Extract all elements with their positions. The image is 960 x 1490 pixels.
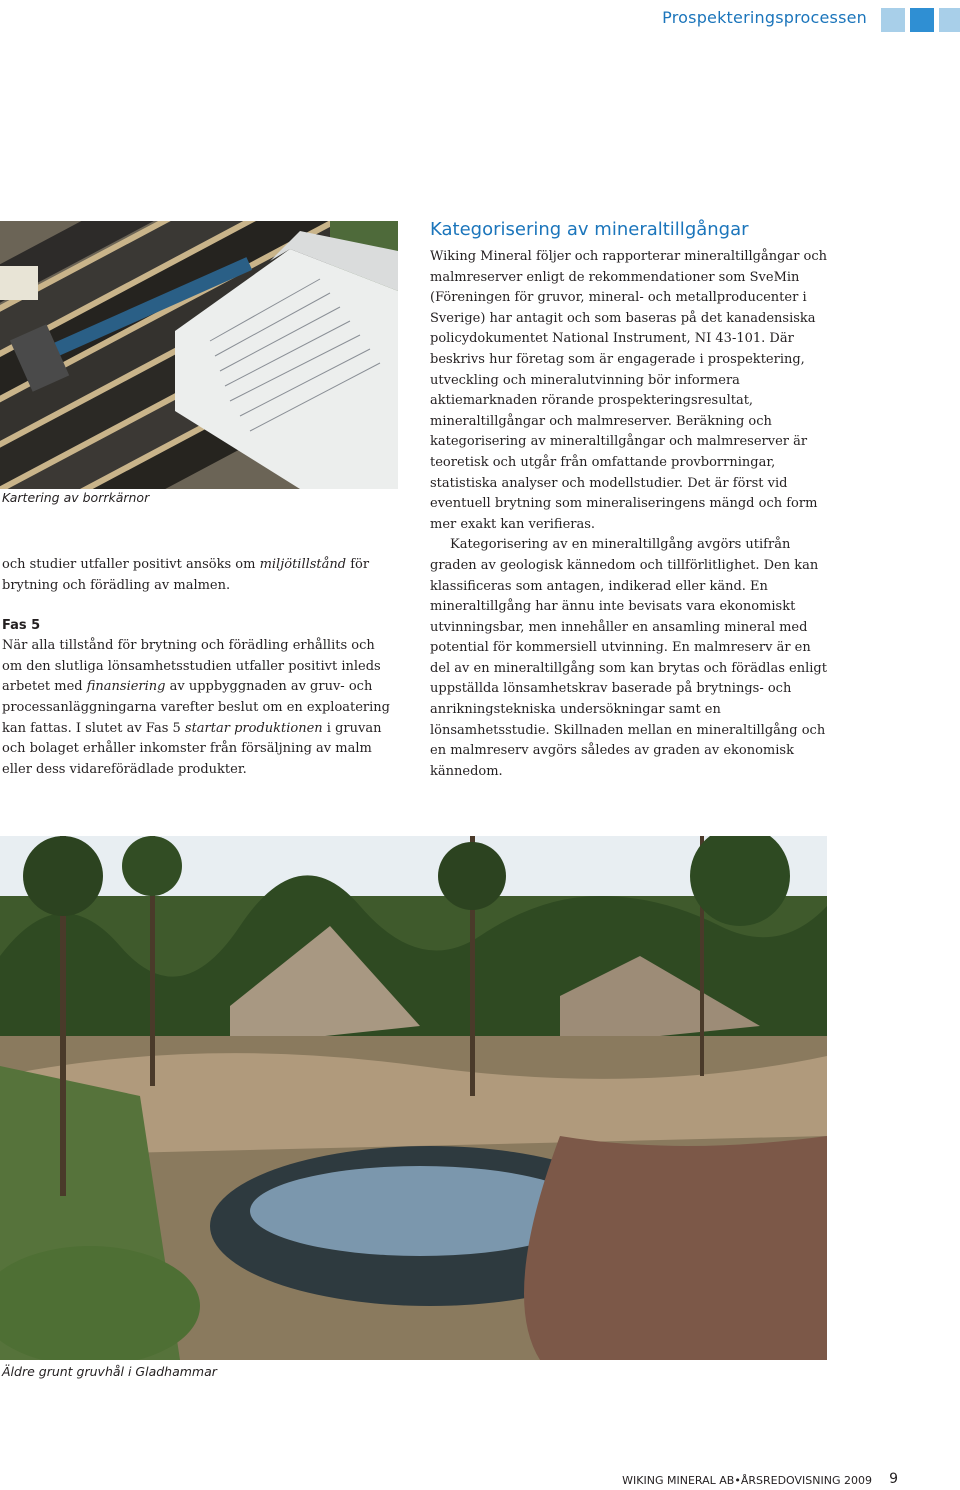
heading-fas-5: Fas 5 bbox=[2, 618, 41, 634]
caption-mine-hole: Äldre grunt gruvhål i Gladhammar bbox=[2, 1364, 217, 1379]
text-run: i gruvan och bolaget erhåller inkomster från försäljning av malm eller dess vidareförädlade produkter. bbox=[2, 720, 382, 777]
footer-report: ÅRSREDOVISNING 2009 bbox=[740, 1474, 872, 1487]
emphasis-miljotillstand: miljötillstånd bbox=[259, 557, 347, 572]
kategorisering-paragraph-1: Wiking Mineral följer och rapporterar mineraltillgångar och malmreserver enligt de rekommendationer som SveMin (Föreningen för gruvor, mineral- och metallproducenter i Sverige) har antagit och som baseras på det kanadensiska policydokumentet National Instrument, NI 43-101. Där beskrivs hur företag som är engagerade i prospektering, utveckling och mineralutvinning bör informera aktiemarknaden rörande prospekteringsresultat, mineraltillgångar och malmreserver. Beräkning och kategorisering av mineraltillgångar och malmreserver är teoretisk och utgår från omfattande provborrningar, statistiska analyser och modellstudier. Det är först vid eventuell brytning som mineraliseringens mängd och form mer exakt kan verifieras. bbox=[430, 249, 828, 532]
right-column bbox=[430, 215, 830, 782]
fas5-paragraph bbox=[2, 636, 394, 780]
header-square-light-edge bbox=[939, 8, 960, 32]
header-square-dark bbox=[910, 8, 934, 32]
page-number: 9 bbox=[889, 1471, 898, 1487]
drill-core-photo bbox=[0, 221, 398, 489]
caption-drill-cores: Kartering av borrkärnor bbox=[2, 490, 150, 505]
left-column bbox=[2, 555, 394, 780]
heading-kategorisering: Kategorisering av mineraltillgångar bbox=[430, 219, 749, 240]
footer bbox=[622, 1474, 872, 1487]
kategorisering-paragraph-2: Kategorisering av en mineraltillgång avgörs utifrån graden av geologisk kännedom och tillförlitlighet. Den kan klassificeras som antagen, indikerad eller känd. En mineraltillgång har ännu inte bevisats vara ekonomiskt utvinningsbar, men innehåller en ansamling mineral med potential för kommersiell utvinning. En malmreserv är en del av en mineraltillgång som kan brytas och förädlas enligt uppställda lönsamhetskrav baserade på brytnings- och anrikningstekniska undersökningar samt en lönsamhetsstudie. Skillnaden mellan en mineraltillgång och en malmreserv avgörs således av graden av ekonomisk kännedom. bbox=[430, 537, 827, 779]
text-run: för brytning och förädling av malmen. bbox=[2, 557, 370, 593]
header-square-light bbox=[881, 8, 905, 32]
text-run: När alla tillstånd för brytning och förädling erhållits och om den slutliga lönsamhetsstudien utfaller positivt inleds arbetet med bbox=[2, 638, 381, 695]
emphasis-startar-produktionen: startar produktionen bbox=[184, 720, 323, 736]
text-run: av uppbyggnaden av gruv- och processanläggningarna varefter beslut om en exploatering kan fattas. I slutet av Fas 5 bbox=[2, 679, 391, 736]
emphasis-finansiering: finansiering bbox=[86, 679, 166, 695]
mine-hole-photo bbox=[0, 836, 827, 1360]
footer-separator-icon: • bbox=[734, 1474, 741, 1487]
text-run: och studier utfaller positivt ansöks om bbox=[2, 557, 260, 572]
footer-company: WIKING MINERAL AB bbox=[622, 1474, 735, 1487]
page-section-title: Prospekteringsprocessen bbox=[662, 8, 867, 27]
intro-paragraph bbox=[2, 555, 394, 596]
